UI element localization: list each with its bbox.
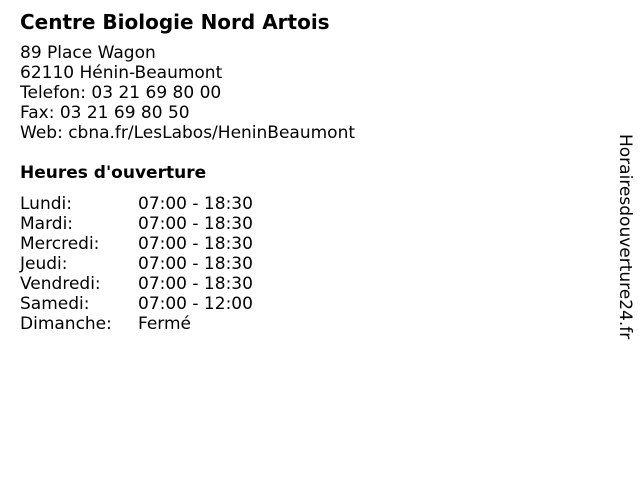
- website: Web: cbna.fr/LesLabos/HeninBeaumont: [20, 123, 356, 143]
- phone-number: Telefon: 03 21 69 80 00: [20, 83, 222, 103]
- address-street: 89 Place Wagon: [20, 43, 156, 63]
- hours-time: 07:00 - 18:30: [138, 214, 253, 234]
- address-city: 62110 Hénin-Beaumont: [20, 63, 223, 83]
- hours-day: Lundi:: [20, 194, 72, 214]
- hours-day: Dimanche:: [20, 314, 112, 334]
- hours-time: 07:00 - 18:30: [138, 234, 253, 254]
- hours-time: Fermé: [138, 314, 192, 334]
- hours-time: 07:00 - 12:00: [138, 294, 253, 314]
- hours-day: Jeudi:: [20, 254, 68, 274]
- watermark-text: Horairesdouverture24.fr: [615, 134, 635, 340]
- hours-time: 07:00 - 18:30: [138, 254, 253, 274]
- business-contact-block: [20, 43, 355, 143]
- hours-day: Samedi:: [20, 294, 90, 314]
- fax-number: Fax: 03 21 69 80 50: [20, 103, 190, 123]
- hours-day: Mardi:: [20, 214, 74, 234]
- hours-time: 07:00 - 18:30: [138, 274, 253, 294]
- hours-day: Vendredi:: [20, 274, 101, 294]
- hours-day: Mercredi:: [20, 234, 100, 254]
- hours-time: 07:00 - 18:30: [138, 194, 253, 214]
- site-watermark: [612, 134, 636, 344]
- opening-hours-heading: Heures d'ouverture: [20, 163, 207, 183]
- business-name: Centre Biologie Nord Artois: [20, 10, 330, 34]
